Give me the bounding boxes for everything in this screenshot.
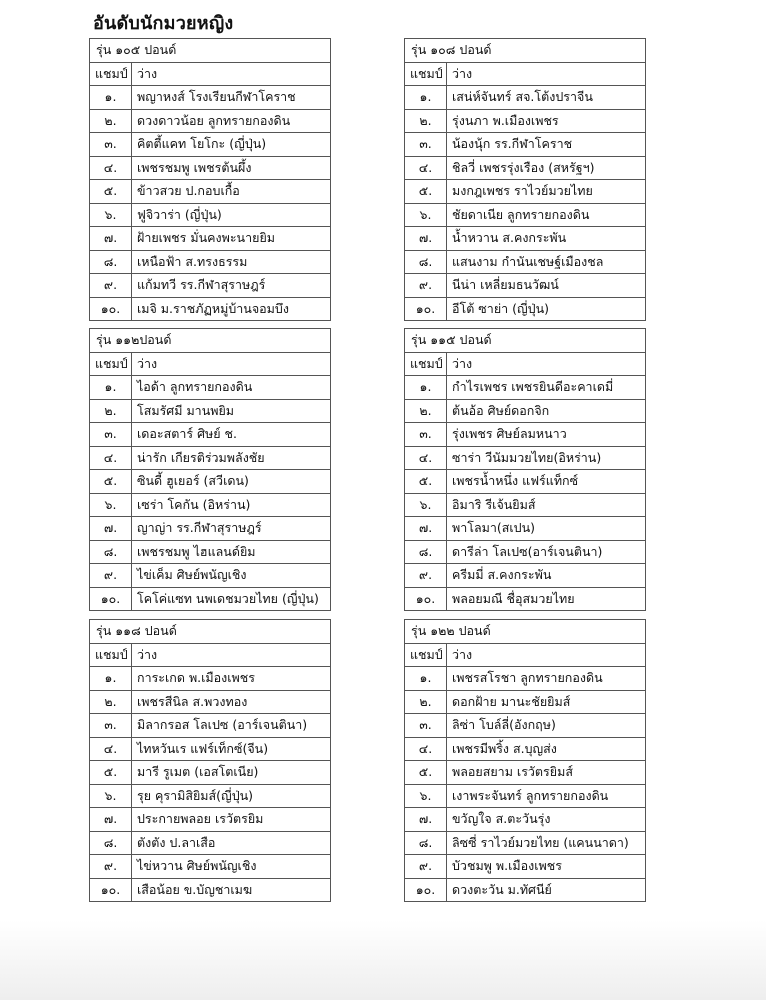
- boxer-name: ชิลวี่ เพชรรุ่งเรือง (สหรัฐฯ): [447, 156, 646, 180]
- rank-number: ๗.: [90, 517, 132, 541]
- boxer-name: ดวงตะวัน ม.ทัศนีย์: [447, 878, 646, 902]
- rank-number: ๑.: [90, 376, 132, 400]
- champion-label: แชมป์: [405, 643, 447, 667]
- rank-number: ๗.: [90, 808, 132, 832]
- rank-number: ๙.: [405, 855, 447, 879]
- rank-number: ๑๐.: [405, 297, 447, 321]
- rank-number: ๓.: [90, 133, 132, 157]
- table-row: [405, 156, 646, 180]
- table-row: [90, 493, 331, 517]
- boxer-name: ไทหวันเร แฟร์เท็กซ์(จีน): [132, 737, 331, 761]
- rank-number: ๕.: [90, 470, 132, 494]
- rank-number: ๑๐.: [90, 587, 132, 611]
- boxer-name: คิตตี้แคท โยโกะ (ญี่ปุ่น): [132, 133, 331, 157]
- ranking-table: [89, 619, 331, 902]
- rank-number: ๒.: [90, 690, 132, 714]
- boxer-name: รุย คุรามิสิยิมส์(ญี่ปุ่น): [132, 784, 331, 808]
- rank-number: ๑.: [405, 376, 447, 400]
- table-row: [405, 564, 646, 588]
- table-row: [90, 784, 331, 808]
- rank-number: ๕.: [90, 761, 132, 785]
- boxer-name: มิลากรอส โลเปซ (อาร์เจนตินา): [132, 714, 331, 738]
- table-row: [405, 540, 646, 564]
- table-row: [405, 808, 646, 832]
- ranking-table: [404, 328, 646, 611]
- boxer-name: น้องนุ้ก รร.กีฬาโคราช: [447, 133, 646, 157]
- table-row: [90, 667, 331, 691]
- table-row: [90, 227, 331, 251]
- boxer-name: พญาหงส์ โรงเรียนกีฬาโคราช: [132, 86, 331, 110]
- table-row: [405, 203, 646, 227]
- boxer-name: ซาร่า วีนัมมวยไทย(อิหร่าน): [447, 446, 646, 470]
- boxer-name: นีน่า เหลี่ยมธนวัฒน์: [447, 274, 646, 298]
- boxer-name: กำไรเพชร เพชรยินดีอะคาเดมี่: [447, 376, 646, 400]
- table-row: [405, 737, 646, 761]
- champion-row: [405, 62, 646, 86]
- rank-number: ๖.: [405, 493, 447, 517]
- rank-number: ๔.: [90, 446, 132, 470]
- table-row: [90, 156, 331, 180]
- ranking-table: [89, 328, 331, 611]
- boxer-name: พลอยมณี ชื่อุสมวยไทย: [447, 587, 646, 611]
- weight-class-heading: รุ่น ๑๑๕ ปอนด์: [405, 329, 646, 353]
- table-row: [90, 587, 331, 611]
- rank-number: ๓.: [405, 714, 447, 738]
- boxer-name: ดวงดาวน้อย ลูกทรายกองดิน: [132, 109, 331, 133]
- rank-number: ๑๐.: [90, 297, 132, 321]
- rank-number: ๓.: [405, 423, 447, 447]
- champion-row: [405, 352, 646, 376]
- table-row: [405, 423, 646, 447]
- table-row: [405, 714, 646, 738]
- rank-number: ๖.: [90, 203, 132, 227]
- boxer-name: เซร่า โคกัน (อิหร่าน): [132, 493, 331, 517]
- boxer-name: เหนือฟ้า ส.ทรงธรรม: [132, 250, 331, 274]
- champion-value: ว่าง: [447, 643, 646, 667]
- table-row: [405, 855, 646, 879]
- table-row: [90, 737, 331, 761]
- table-row: [90, 808, 331, 832]
- weight-class-heading-row: [90, 39, 331, 63]
- boxer-name: โสมรัศมี มานพยิม: [132, 399, 331, 423]
- boxer-name: มารี รูเมต (เอสโตเนีย): [132, 761, 331, 785]
- boxer-name: ดอกฝ้าย มานะชัยยิมส์: [447, 690, 646, 714]
- champion-value: ว่าง: [447, 352, 646, 376]
- table-row: [90, 761, 331, 785]
- rank-number: ๘.: [405, 540, 447, 564]
- rank-number: ๔.: [90, 737, 132, 761]
- rank-number: ๑.: [405, 667, 447, 691]
- boxer-name: ซินดี้ ฮูเยอร์ (สวีเดน): [132, 470, 331, 494]
- boxer-name: ญาญ่า รร.กีฬาสุราษฎร์: [132, 517, 331, 541]
- boxer-name: เมจิ ม.ราชภัฏหมู่บ้านจอมบึง: [132, 297, 331, 321]
- boxer-name: น่ารัก เกียรติร่วมพลังชัย: [132, 446, 331, 470]
- rank-number: ๙.: [90, 274, 132, 298]
- boxer-name: ฟูจิวาร่า (ญี่ปุ่น): [132, 203, 331, 227]
- ranking-table: [404, 619, 646, 902]
- weight-class-heading: รุ่น ๑๑๘ ปอนด์: [90, 620, 331, 644]
- rank-number: ๙.: [90, 855, 132, 879]
- boxer-name: เพชรชมพู เพชรต้นผึ้ง: [132, 156, 331, 180]
- champion-label: แชมป์: [90, 643, 132, 667]
- table-row: [90, 690, 331, 714]
- rank-number: ๑.: [405, 86, 447, 110]
- weight-class-heading: รุ่น ๑๑๒ปอนด์: [90, 329, 331, 353]
- rank-number: ๓.: [90, 423, 132, 447]
- table-row: [405, 878, 646, 902]
- champion-value: ว่าง: [132, 643, 331, 667]
- rank-number: ๑๐.: [405, 587, 447, 611]
- boxer-name: ครีมมี่ ส.คงกระพัน: [447, 564, 646, 588]
- rank-number: ๔.: [405, 446, 447, 470]
- boxer-name: เงาพระจันทร์ ลูกทรายกองดิน: [447, 784, 646, 808]
- table-row: [90, 446, 331, 470]
- table-row: [90, 109, 331, 133]
- champion-label: แชมป์: [90, 62, 132, 86]
- boxer-name: เพชรมีพริ้ง ส.บุญส่ง: [447, 737, 646, 761]
- table-row: [405, 86, 646, 110]
- table-row: [405, 446, 646, 470]
- table-row: [405, 784, 646, 808]
- table-row: [405, 227, 646, 251]
- table-row: [90, 180, 331, 204]
- rank-number: ๒.: [405, 399, 447, 423]
- boxer-name: น้ำหวาน ส.คงกระพัน: [447, 227, 646, 251]
- table-row: [405, 250, 646, 274]
- table-row: [405, 274, 646, 298]
- rank-number: ๒.: [90, 399, 132, 423]
- weight-class-heading-row: [90, 329, 331, 353]
- table-row: [405, 831, 646, 855]
- boxer-name: รุ่งเพชร ศิษย์ลมหนาว: [447, 423, 646, 447]
- table-row: [405, 517, 646, 541]
- weight-class-heading: รุ่น ๑๐๘ ปอนด์: [405, 39, 646, 63]
- rank-number: ๘.: [90, 540, 132, 564]
- table-row: [405, 587, 646, 611]
- rank-number: ๖.: [90, 784, 132, 808]
- boxer-name: ชัยดาเนีย ลูกทรายกองดิน: [447, 203, 646, 227]
- rank-number: ๑๐.: [90, 878, 132, 902]
- champion-label: แชมป์: [405, 352, 447, 376]
- table-row: [405, 761, 646, 785]
- boxer-name: อิมาริ รีเจ้นยิมส์: [447, 493, 646, 517]
- rank-number: ๘.: [90, 250, 132, 274]
- rank-number: ๗.: [405, 517, 447, 541]
- table-row: [90, 376, 331, 400]
- table-row: [405, 470, 646, 494]
- champion-value: ว่าง: [447, 62, 646, 86]
- champion-value: ว่าง: [132, 62, 331, 86]
- boxer-name: ตังตัง ป.ลาเสือ: [132, 831, 331, 855]
- champion-label: แชมป์: [90, 352, 132, 376]
- ranking-table: [89, 38, 331, 321]
- table-row: [405, 180, 646, 204]
- table-row: [90, 297, 331, 321]
- rank-number: ๘.: [90, 831, 132, 855]
- table-row: [405, 133, 646, 157]
- rank-number: ๗.: [405, 227, 447, 251]
- rank-number: ๙.: [405, 564, 447, 588]
- table-row: [90, 133, 331, 157]
- boxer-name: โคโค่แซท นพเดชมวยไทย (ญี่ปุ่น): [132, 587, 331, 611]
- boxer-name: พาโลมา(สเปน): [447, 517, 646, 541]
- boxer-name: ไอด้า ลูกทรายกองดิน: [132, 376, 331, 400]
- boxer-name: เสือน้อย ข.บัญชาเมฆ: [132, 878, 331, 902]
- boxer-name: ลิซ่า โบล์ลี่(อังกฤษ): [447, 714, 646, 738]
- boxer-name: อีโต้ ซาย่า (ญี่ปุ่น): [447, 297, 646, 321]
- weight-class-heading-row: [90, 620, 331, 644]
- boxer-name: ขวัญใจ ส.ตะวันรุ่ง: [447, 808, 646, 832]
- page-title: อันดับนักมวยหญิง: [93, 13, 234, 34]
- weight-class-heading-row: [405, 620, 646, 644]
- boxer-name: เพชรสีนิล ส.พวงทอง: [132, 690, 331, 714]
- table-row: [405, 690, 646, 714]
- rank-number: ๔.: [90, 156, 132, 180]
- rank-number: ๓.: [405, 133, 447, 157]
- champion-row: [405, 643, 646, 667]
- boxer-name: การะเกด พ.เมืองเพชร: [132, 667, 331, 691]
- table-row: [405, 493, 646, 517]
- ranking-table: [404, 38, 646, 321]
- boxer-name: แสนงาม กำนันเชษฐ์เมืองชล: [447, 250, 646, 274]
- rank-number: ๑.: [90, 667, 132, 691]
- champion-row: [90, 643, 331, 667]
- rank-number: ๖.: [405, 784, 447, 808]
- table-row: [90, 540, 331, 564]
- rank-number: ๒.: [405, 109, 447, 133]
- table-row: [90, 250, 331, 274]
- boxer-name: เพชรชมพู ไฮแลนด์ยิม: [132, 540, 331, 564]
- table-row: [405, 297, 646, 321]
- table-row: [90, 564, 331, 588]
- rank-number: ๒.: [90, 109, 132, 133]
- table-row: [90, 86, 331, 110]
- boxer-name: เพชรน้ำหนึ่ง แฟร์แท็กซ์: [447, 470, 646, 494]
- table-row: [405, 667, 646, 691]
- rank-number: ๙.: [405, 274, 447, 298]
- rank-number: ๓.: [90, 714, 132, 738]
- table-row: [90, 274, 331, 298]
- rank-number: ๕.: [405, 761, 447, 785]
- boxer-name: มงกฎเพชร ราไวย์มวยไทย: [447, 180, 646, 204]
- rank-number: ๗.: [90, 227, 132, 251]
- rank-number: ๑๐.: [405, 878, 447, 902]
- champion-row: [90, 62, 331, 86]
- champion-row: [90, 352, 331, 376]
- rank-number: ๘.: [405, 250, 447, 274]
- boxer-name: บัวชมพู พ.เมืองเพชร: [447, 855, 646, 879]
- table-row: [90, 423, 331, 447]
- boxer-name: ข้าวสวย ป.กอบเกื้อ: [132, 180, 331, 204]
- table-row: [90, 399, 331, 423]
- table-row: [90, 714, 331, 738]
- rank-number: ๔.: [405, 737, 447, 761]
- weight-class-heading-row: [405, 39, 646, 63]
- boxer-name: พลอยสยาม เรวัตรยิมส์: [447, 761, 646, 785]
- champion-label: แชมป์: [405, 62, 447, 86]
- boxer-name: ต้นอ้อ ศิษย์ดอกจิก: [447, 399, 646, 423]
- boxer-name: เดอะสตาร์ ศิษย์ ช.: [132, 423, 331, 447]
- boxer-name: ฝ้ายเพชร มั่นคงพะนายยิม: [132, 227, 331, 251]
- weight-class-heading: รุ่น ๑๐๕ ปอนด์: [90, 39, 331, 63]
- rank-number: ๕.: [90, 180, 132, 204]
- table-row: [405, 376, 646, 400]
- rank-number: ๖.: [405, 203, 447, 227]
- boxer-name: ดารีล่า โลเปซ(อาร์เจนตินา): [447, 540, 646, 564]
- table-row: [90, 517, 331, 541]
- table-row: [90, 855, 331, 879]
- rank-number: ๘.: [405, 831, 447, 855]
- rank-number: ๒.: [405, 690, 447, 714]
- rank-number: ๖.: [90, 493, 132, 517]
- boxer-name: รุ่งนภา พ.เมืองเพชร: [447, 109, 646, 133]
- table-row: [90, 878, 331, 902]
- champion-value: ว่าง: [132, 352, 331, 376]
- table-row: [405, 109, 646, 133]
- boxer-name: แก้มทวี รร.กีฬาสุราษฎร์: [132, 274, 331, 298]
- table-row: [90, 203, 331, 227]
- table-row: [405, 399, 646, 423]
- boxer-name: เสน่ห์จันทร์ สจ.โต้งปราจีน: [447, 86, 646, 110]
- boxer-name: เพชรสโรชา ลูกทรายกองดิน: [447, 667, 646, 691]
- weight-class-heading-row: [405, 329, 646, 353]
- table-row: [90, 831, 331, 855]
- rank-number: ๕.: [405, 180, 447, 204]
- rank-number: ๗.: [405, 808, 447, 832]
- page-bottom-shadow: [0, 920, 766, 1000]
- boxer-name: ลิซซี่ ราไวย์มวยไทย (แคนนาดา): [447, 831, 646, 855]
- rank-number: ๔.: [405, 156, 447, 180]
- boxer-name: ประกายพลอย เรวัตรยิม: [132, 808, 331, 832]
- boxer-name: ไข่หวาน ศิษย์พนัญเชิง: [132, 855, 331, 879]
- boxer-name: ไข่เค็ม ศิษย์พนัญเชิง: [132, 564, 331, 588]
- rank-number: ๑.: [90, 86, 132, 110]
- rank-number: ๕.: [405, 470, 447, 494]
- weight-class-heading: รุ่น ๑๒๒ ปอนด์: [405, 620, 646, 644]
- table-row: [90, 470, 331, 494]
- rank-number: ๙.: [90, 564, 132, 588]
